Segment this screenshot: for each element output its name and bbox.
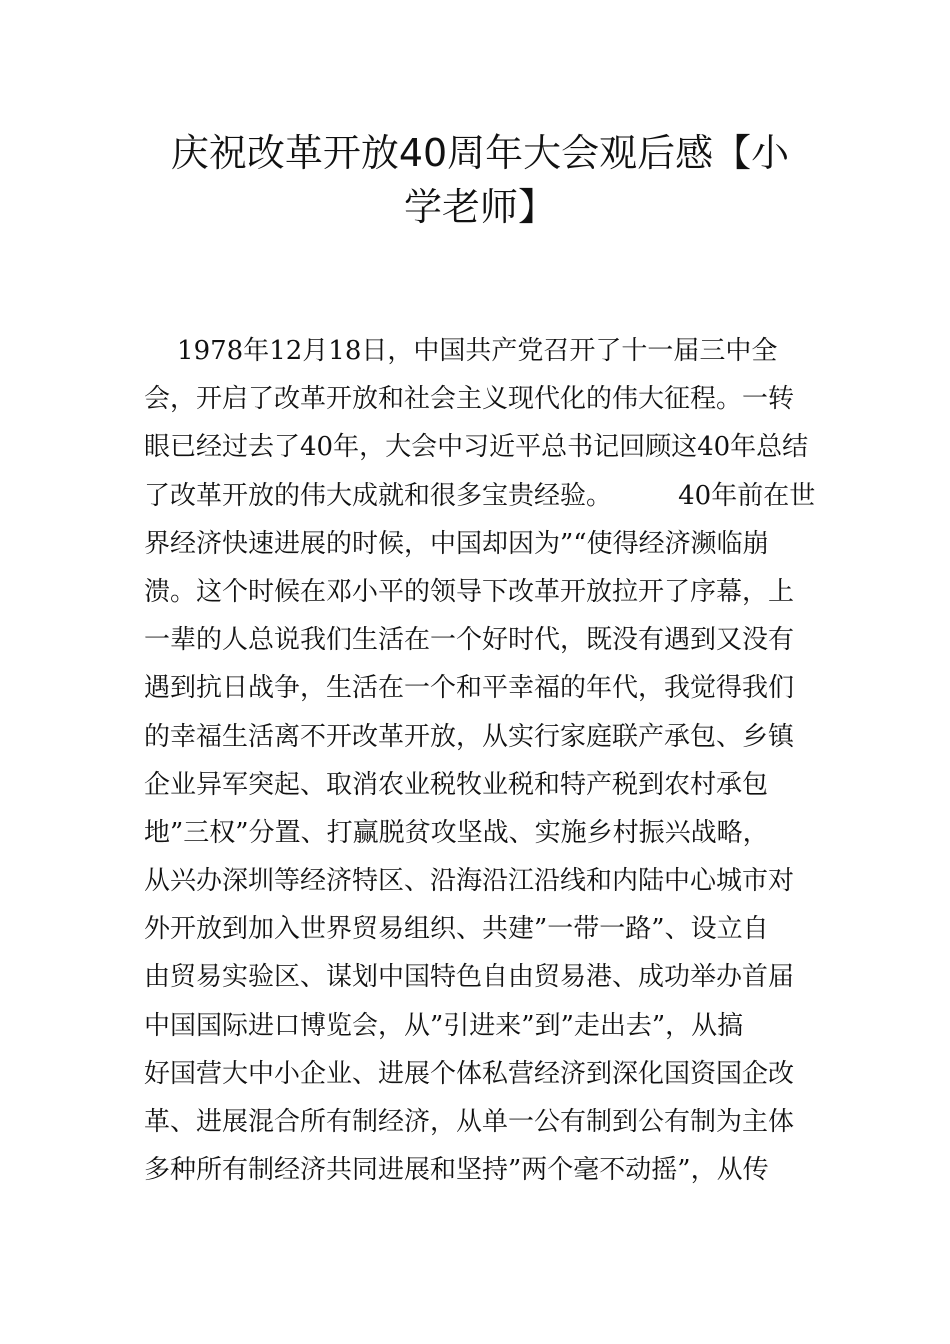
body-line: 一辈的人总说我们生活在一个好时代，既没有遇到又没有 — [144, 625, 795, 656]
body-line: 由贸易实验区、谋划中国特色自由贸易港、成功举办首届 — [144, 962, 795, 993]
title-line: 学老师】 — [403, 185, 556, 229]
body-line: 1978年12月18日，中国共产党召开了十一届三中全 — [144, 336, 778, 366]
body-line: 会，开启了改革开放和社会主义现代化的伟大征程。一转 — [144, 384, 795, 415]
body-paragraph — [144, 327, 814, 1194]
body-line: 外开放到加入世界贸易组织、共建”一带一路”、设立自 — [144, 914, 769, 945]
body-line: 溃。这个时候在邓小平的领导下改革开放拉开了序幕，上 — [144, 576, 795, 607]
body-line: 了改革开放的伟大成就和很多宝贵经验。 40年前在世 — [144, 480, 816, 511]
title-line: 庆祝改革开放40周年大会观后感【小 — [170, 131, 790, 175]
body-line: 界经济快速进展的时候，中国却因为”“使得经济濒临崩 — [144, 528, 769, 559]
body-line: 好国营大中小企业、进展个体私营经济到深化国资国企改 — [144, 1058, 795, 1089]
body-line: 地”三权”分置、打赢脱贫攻坚战、实施乡村振兴战略， — [144, 817, 769, 848]
body-line: 企业异军突起、取消农业税牧业税和特产税到农村承包 — [144, 769, 769, 800]
body-line: 眼已经过去了40年，大会中习近平总书记回顾这40年总结 — [144, 432, 809, 463]
body-line: 从兴办深圳等经济特区、沿海沿江沿线和内陆中心城市对 — [144, 866, 795, 897]
body-line: 多种所有制经济共同进展和坚持”两个毫不动摇”，从传 — [144, 1155, 769, 1186]
body-line: 的幸福生活离不开改革开放，从实行家庭联产承包、乡镇 — [144, 721, 795, 752]
body-line: 中国国际进口博览会，从”引进来”到”走出去”，从搞 — [144, 1010, 744, 1041]
body-line: 遇到抗日战争，生活在一个和平幸福的年代，我觉得我们 — [144, 673, 795, 704]
body-line: 革、进展混合所有制经济，从单一公有制到公有制为主体 — [144, 1107, 795, 1137]
document-title — [150, 126, 810, 234]
